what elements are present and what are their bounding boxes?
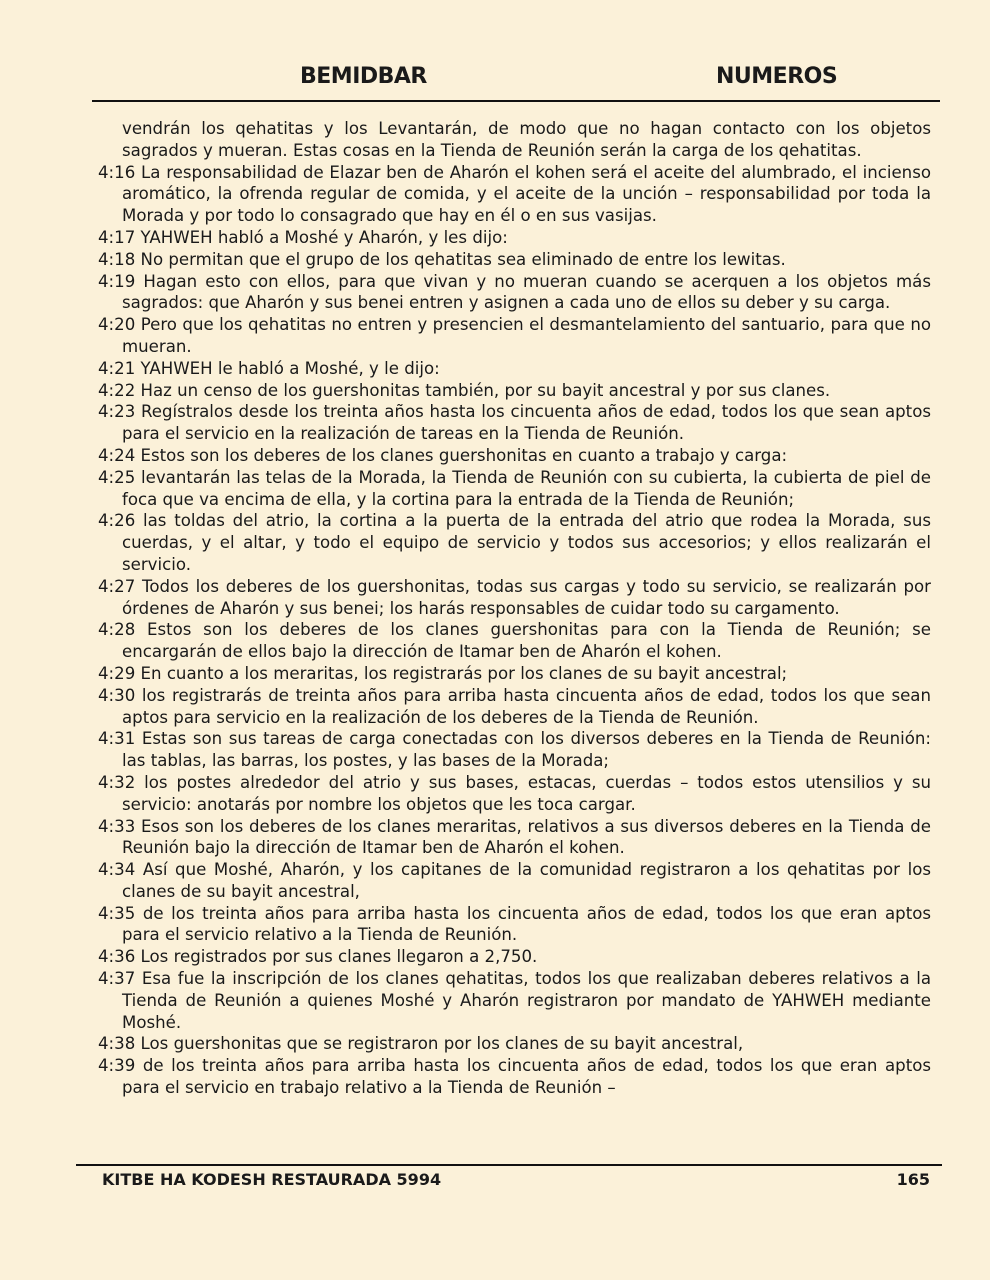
verse-4-25: 4:25 levantarán las telas de la Morada, la Tienda de Reunión con su cubierta, la cubierta de piel de foca que va encima de ella, y la cortina para la entrada de la Tienda de Reunión;	[98, 467, 931, 509]
verse-4-37: 4:37 Esa fue la inscripción de los clanes qehatitas, todos los que realizaban deberes relativos a la Tienda de Reunión a quienes Moshé y Aharón registraron por mandato de YAHWEH mediante Moshé.	[98, 969, 931, 1032]
verse-4-20: 4:20 Pero que los qehatitas no entren y presencien el desmantelamiento del santuario, para que no mueran.	[98, 315, 931, 356]
verse-4-19: 4:19 Hagan esto con ellos, para que vivan y no mueran cuando se acerquen a los objetos más sagrados: que Aharón y sus benei entren y asignen a cada uno de ellos su deber y su carga.	[98, 271, 931, 313]
verse-4-34: 4:34 Así que Moshé, Aharón, y los capitanes de la comunidad registraron a los qehatitas por los clanes de su bayit ancestral,	[98, 860, 931, 901]
verse-4-21: 4:21 YAHWEH le habló a Moshé, y le dijo:	[98, 358, 440, 378]
verse-4-26: 4:26 las toldas del atrio, la cortina a la puerta de la entrada del atrio que rodea la Morada, sus cuerdas, y el altar, y todo el equipo de servicio y todos sus accesorios; y ellos realizarán el servicio.	[98, 511, 931, 574]
verse-4-17: 4:17 YAHWEH habló a Moshé y Aharón, y les dijo:	[98, 227, 508, 247]
verse-4-27: 4:27 Todos los deberes de los guershonitas, todas sus cargas y todo su servicio, se realizarán por órdenes de Aharón y sus benei; los harás responsables de cuidar todo su cargamento.	[98, 576, 931, 618]
footer-divider	[76, 1164, 942, 1166]
verse-4-22: 4:22 Haz un censo de los guershonitas también, por su bayit ancestral y por sus clanes.	[98, 380, 831, 400]
page-footer	[102, 1170, 930, 1194]
verse-4-30: 4:30 los registrarás de treinta años para arriba hasta cincuenta años de edad, todos los que sean aptos para servicio en la realización de los deberes de la Tienda de Reunión.	[98, 685, 931, 727]
verse-4-31: 4:31 Estas son sus tareas de carga conectadas con los diversos deberes en la Tienda de Reunión: las tablas, las barras, los postes, y las bases de la Morada;	[98, 729, 931, 771]
verse-4-36: 4:36 Los registrados por sus clanes llegaron a 2,750.	[98, 947, 538, 967]
verse-4-18: 4:18 No permitan que el grupo de los qehatitas sea eliminado de entre los lewitas.	[98, 249, 786, 269]
verse-4-33: 4:33 Esos son los deberes de los clanes meraritas, relativos a sus diversos deberes en la Tienda de Reunión bajo la dirección de Itamar ben de Aharón el kohen.	[98, 816, 931, 858]
scripture-text	[98, 118, 931, 1099]
book-title-spanish: NUMEROS	[716, 64, 838, 89]
verse-continuation: vendrán los qehatitas y los Levantarán, de modo que no hagan contacto con los objetos sagrados y mueran. Estas cosas en la Tienda de Reunión serán la carga de los qehatitas.	[122, 119, 931, 160]
verse-4-28: 4:28 Estos son los deberes de los clanes guershonitas para con la Tienda de Reunión; se encargarán de ellos bajo la dirección de Itamar ben de Aharón el kohen.	[98, 620, 931, 662]
verse-4-29: 4:29 En cuanto a los meraritas, los registrarás por los clanes de su bayit ancestral;	[98, 663, 788, 683]
page-number: 165	[896, 1170, 930, 1189]
page-header	[92, 60, 940, 102]
verse-4-16: 4:16 La responsabilidad de Elazar ben de Aharón el kohen será el aceite del alumbrado, el incienso aromático, la ofrenda regular de comida, y el aceite de la unción – responsabilidad por toda la Morada y por todo lo consagrado que hay en él o en sus vasijas.	[98, 162, 931, 226]
book-title-hebrew: BEMIDBAR	[300, 64, 427, 89]
verse-4-38: 4:38 Los guershonitas que se registraron por los clanes de su bayit ancestral,	[98, 1034, 744, 1054]
footer-edition-title: KITBE HA KODESH RESTAURADA 5994	[102, 1170, 442, 1189]
verse-4-32: 4:32 los postes alrededor del atrio y sus bases, estacas, cuerdas – todos estos utensilios y su servicio: anotarás por nombre los objetos que les toca cargar.	[98, 772, 931, 814]
verse-4-39: 4:39 de los treinta años para arriba hasta los cincuenta años de edad, todos los que eran aptos para el servicio en trabajo relativo a la Tienda de Reunión –	[98, 1056, 931, 1098]
verse-4-23: 4:23 Regístralos desde los treinta años hasta los cincuenta años de edad, todos los que sean aptos para el servicio en la realización de tareas en la Tienda de Reunión.	[98, 402, 931, 444]
verse-4-35: 4:35 de los treinta años para arriba hasta los cincuenta años de edad, todos los que eran aptos para el servicio relativo a la Tienda de Reunión.	[98, 903, 931, 945]
verse-4-24: 4:24 Estos son los deberes de los clanes guershonitas en cuanto a trabajo y carga:	[98, 445, 788, 465]
